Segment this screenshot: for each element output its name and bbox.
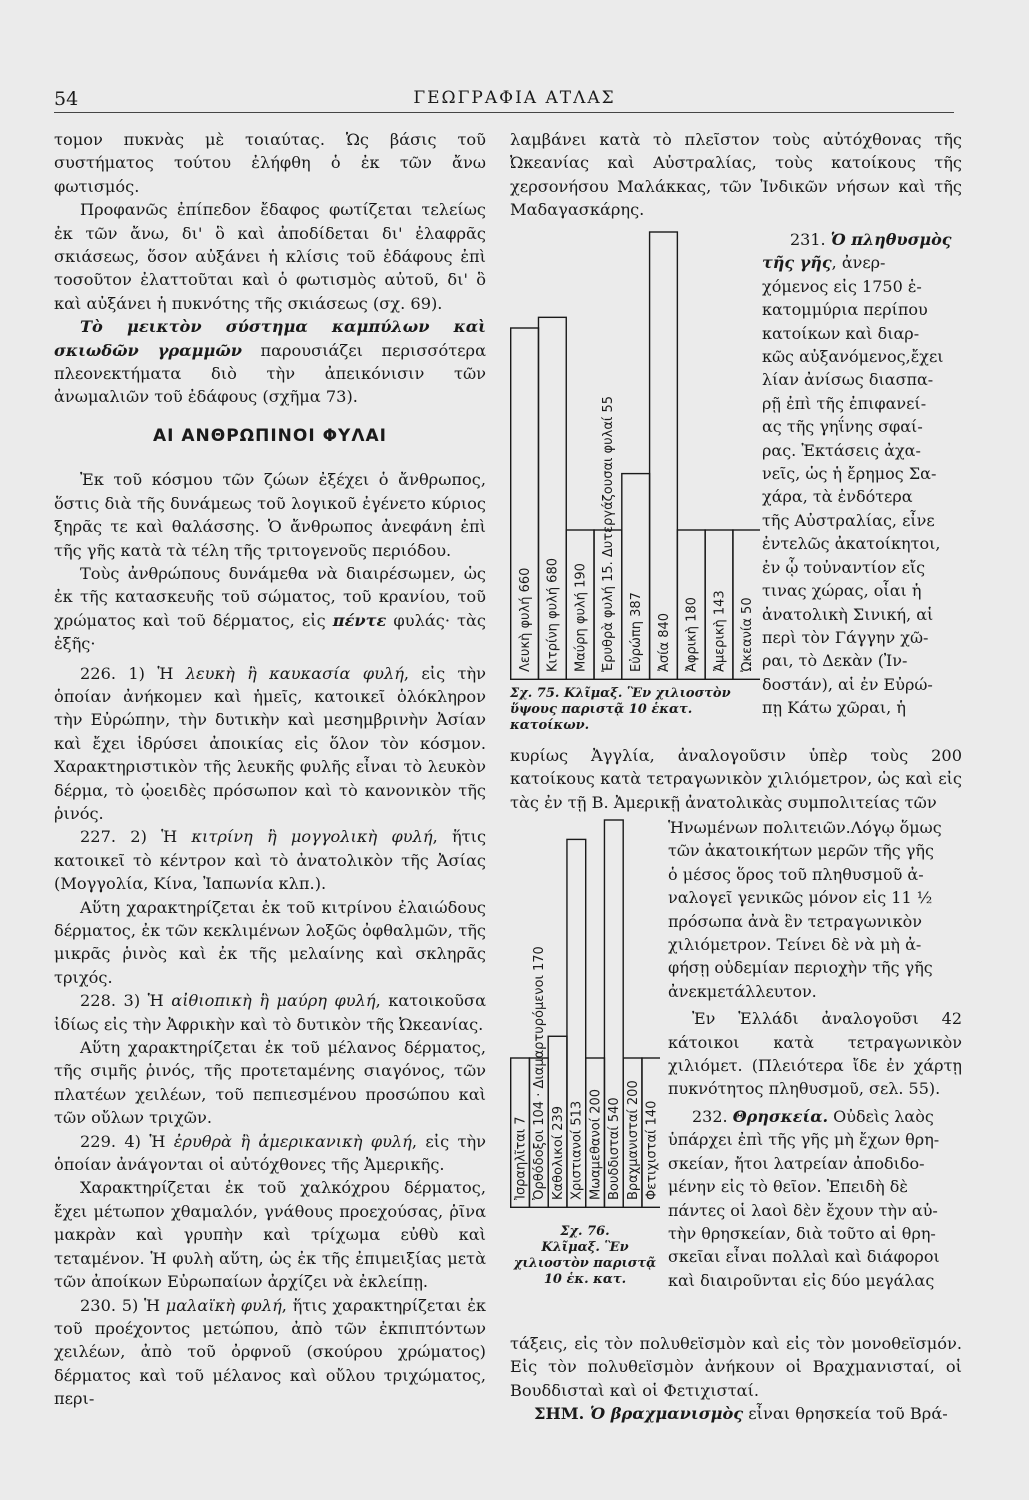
para-227-term: κιτρίνη ἢ μογγολικὴ φυλή bbox=[191, 827, 433, 847]
s231b-line: ἀνεκμετάλλευτον. bbox=[668, 981, 817, 1001]
s231-line: ρας. Ἐκτάσεις ἀχα- bbox=[762, 440, 921, 460]
section-heading: ΑΙ ΑΝΘΡΩΠΙΝΟΙ ΦΥΛΑΙ bbox=[152, 425, 388, 446]
s231-line: χόμενος εἰς 1750 ἑ- bbox=[762, 276, 922, 296]
para-230-rest: , ἥτις χαρακτηρίζεται ἐκ τοῦ προέχοντος μετώπου, ἀπὸ τῶν ἐκπιπτόντων χειλέων, ἀπὸ τοῦ ὀρφνοῦ (σκούρου χρώματος) δέρματος καὶ τοῦ μέλανος καὶ οὔλου τριχώματος, περι- bbox=[54, 1295, 486, 1409]
s231-line-0: , ἀνερ- bbox=[831, 253, 886, 273]
bar-label: Κιτρίνη φυλή 680 bbox=[545, 557, 561, 672]
left-p5a: Τοὺς ἀνθρώπους δυνάμεθα νὰ διαιρέσωμεν, ὡς ἐκ τῆς κατασκευῆς τοῦ σώματος, τοῦ κρανίου, τοῦ χρώματος καὶ τοῦ δέρματος, εἰς bbox=[54, 563, 486, 630]
left-p4 bbox=[54, 468, 486, 562]
note-para bbox=[510, 1402, 962, 1425]
bar-label: Ἀφρικὴ 180 bbox=[684, 597, 700, 672]
s231b-line: ὁ μέσος ὅρος τοῦ πληθυσμοῦ ἀ- bbox=[668, 864, 924, 884]
bar-label: Μαύρη φυλή 190 bbox=[573, 563, 589, 672]
left-p5b: φυλάς· τὰς ἑξῆς· bbox=[54, 610, 486, 654]
bar-label: Ἰσραηλῖται 7 bbox=[513, 1116, 529, 1200]
s232-full bbox=[510, 1332, 962, 1426]
s231-line: ας τῆς γηΐνης σφαί- bbox=[762, 417, 923, 437]
para-227-num: 227. 2) Ἡ bbox=[80, 827, 192, 847]
mixed-system-term: Τὸ μεικτὸν σύστημα καμπύλων καὶ σκιωδῶν γραμμῶν bbox=[54, 317, 486, 360]
s231-line: ἐν ᾧ τοὐναντίον εἴς bbox=[762, 557, 926, 577]
para-229 bbox=[54, 1130, 486, 1177]
five-term: πέντε bbox=[332, 610, 387, 630]
para-230-term: μαλαϊκὴ φυλή bbox=[165, 1295, 282, 1315]
s231-line: κατομμύρια περίπου bbox=[762, 300, 928, 320]
left-p4a: Ἐκ τοῦ κόσμου τῶν ζώων ἐξέχει ὁ ἄνθρωπος, ὅστις διὰ τῆς δυνάμεως τοῦ λογικοῦ ἐγένετο κύριος ξηρᾶς τε καὶ θαλάσσης. bbox=[54, 470, 486, 537]
note-rest: εἶναι θρησκεία τοῦ Βρά- bbox=[743, 1404, 948, 1424]
s231-line: περὶ τὸν Γάγγην χῶ- bbox=[762, 627, 929, 647]
para-226-rest: , εἰς τὴν ὁποίαν ἀνήκομεν καὶ ἡμεῖς, κατοικεῖ ὁλόκληρον τὴν Εὐρώπην, τὴν δυτικὴν καὶ μεσημβρινὴν Ἀσίαν καὶ ἔχει ἱδρύσει ἀποικίας εἰς ὅλον τὸν κόσμον. Χαρακτηριστικὸν τῆς λευκῆς φυλῆς εἶναι τὸ λευκὸν δέρμα, τὸ ᾠοειδὲς πρόσωπον καὶ τὸ κανονικὸν τῆς ῥινός. bbox=[54, 663, 487, 823]
left-p2: Προφανῶς ἐπίπεδον ἔδαφος φωτίζεται τελείως ἐκ τῶν ἄνω, δι' ὃ καὶ ἀποδίδεται δι' ἐλαφρᾶς σκιάσεως, ὅσον αὐξάνει ἡ κλίσις τοῦ ἐδάφους ἐπὶ τοσοῦτον ἐλαττοῦται καὶ ὁ φωτισμὸς αὐτοῦ, δι' ὃ καὶ αὐξάνει ἡ πυκνότης τῆς σκιάσεως (σχ. 69). bbox=[54, 200, 486, 313]
s231b-line: φήσῃ οὐδεμίαν περιοχὴν τῆς γῆς bbox=[668, 958, 933, 978]
s232-line: μένην εἰς τὸ θεῖον. Ἐπειδὴ δὲ bbox=[668, 1177, 908, 1197]
s232-line: πάντες οἱ λαοὶ δὲν ἔχουν τὴν αὐ- bbox=[668, 1200, 938, 1220]
bar-label: Βραχμανισταί 200 bbox=[625, 1080, 641, 1200]
left-p5 bbox=[54, 562, 486, 656]
para-226 bbox=[54, 662, 486, 826]
s232-num: 232. bbox=[692, 1106, 733, 1126]
para-229-num: 229. 4) Ἡ bbox=[80, 1131, 174, 1151]
s231-block bbox=[762, 228, 962, 720]
fig75-title: Κλῖμαξ. Ἓν χιλιοστὸν ὕψους παριστᾷ 10 ἑκατ. κατοίκων. bbox=[510, 686, 731, 733]
s231b-line: τῶν ἀκατοικήτων μερῶν τῆς γῆς bbox=[668, 841, 934, 861]
s231-line: τῆς Αὐστραλίας, εἶνε bbox=[762, 510, 935, 530]
para-226-num: 226. 1) Ἡ bbox=[80, 663, 186, 683]
s231-line: τινας χώρας, οἷαι ἡ bbox=[762, 581, 922, 601]
para-230-num: 230. 5) Ἡ bbox=[80, 1295, 166, 1315]
s231-line: ραι, τὸ Δεκὰν (Ἰν- bbox=[762, 651, 908, 671]
para-229-rest: , εἰς τὴν ὁποίαν ἀνάγονται οἱ αὐτόχθονες τῆς Ἀμερικῆς. bbox=[54, 1131, 487, 1175]
left-p10: Αὕτη χαρακτηρίζεται ἐκ τοῦ μέλανος δέρματος, τῆς σιμῆς ῥινός, τῆς προτεταμένης σιαγόνος, τῶν πλατέων χειλέων, τοῦ πεπιεσμένου προσώπου καὶ τῶν οὔλων τριχῶν. bbox=[54, 1038, 486, 1128]
left-p4b: Ὁ ἄνθρωπος ἀνεφάνη ἐπὶ τῆς γῆς κατὰ τὰ τέλη τῆς τριτογενοῦς περιόδου. bbox=[54, 517, 487, 560]
running-head: ΓΕΩΓΡΑΦΙΑ ΑΤΛΑΣ bbox=[413, 88, 616, 108]
s231-line: ἀνατολικὴ Σινική, αἱ bbox=[762, 604, 934, 624]
bar-label: Ἀσία 840 bbox=[656, 612, 672, 672]
bar-label: Ἐρυθρὰ φυλή 15. Δυτεργάζουσαι φυλαί 55 bbox=[601, 396, 617, 672]
s232-line-0: Οὐδεὶς λαὸς bbox=[828, 1106, 934, 1126]
s231-line: δοστάν), αἱ ἐν Εὐρώ- bbox=[762, 674, 933, 694]
s231-full bbox=[510, 744, 962, 814]
s232-line: σκείαν, ἤτοι λατρείαν ἀποδιδο- bbox=[668, 1153, 925, 1173]
fig76-title: Κλῖμαξ. Ἓν χιλιοστὸν παριστᾷ 10 ἑκ. κατ. bbox=[513, 1240, 657, 1287]
s232-line: ὑπάρχει ἐπὶ τῆς γῆς μὴ ἔχων θρη- bbox=[668, 1130, 940, 1150]
s232-line: τὴν θρησκείαν, διὰ τοῦτο αἱ θρη- bbox=[668, 1223, 936, 1243]
para-228-rest: , κατοικοῦσα ἰδίως εἰς τὴν Ἀφρικὴν καὶ τὸ δυτικὸν τῆς Ὠκεανίας. bbox=[54, 991, 487, 1034]
s231-line: πῃ Κάτω χῶραι, ἡ bbox=[762, 698, 906, 718]
note-label: ΣΗΜ. bbox=[534, 1404, 590, 1424]
s232-first bbox=[668, 1105, 962, 1128]
s231-line: κῶς αὐξανόμενος,ἔχει bbox=[762, 347, 944, 367]
s231-line: κατοίκων καὶ διαρ- bbox=[762, 323, 920, 343]
para-228-num: 228. 3) Ἡ bbox=[80, 991, 172, 1011]
para-228-term: αἰθιοπικὴ ἢ μαύρη φυλή bbox=[171, 991, 376, 1011]
bar-label: Βουδδισταί 540 bbox=[607, 1097, 623, 1200]
fig76-label: Σχ. 76. bbox=[560, 1224, 610, 1239]
bar-label: Λευκὴ φυλή 660 bbox=[517, 567, 533, 672]
s231-full-text: κυρίως Ἀγγλία, ἀναλογοῦσιν ὑπὲρ τοὺς 200 κατοίκους κατὰ τετραγωνικὸν χιλιόμετρον, ὡς καὶ εἰς τὰς ἐν τῇ Β. Ἀμερικῇ ἀνατολικὰς συμπολιτείας τῶν bbox=[510, 746, 962, 812]
s232-line: καὶ διαιροῦνται εἰς δύο μεγάλας bbox=[668, 1270, 935, 1290]
s231-block2 bbox=[668, 816, 962, 1292]
bar-label: Ὀρθόδοξοι 104 · Διαμαρτυρόμενοι 170 bbox=[532, 946, 548, 1200]
fig75-caption bbox=[510, 686, 760, 734]
fig75-label: Σχ. 75. bbox=[510, 686, 560, 701]
para-226-term: λευκὴ ἢ καυκασία φυλή bbox=[185, 663, 404, 683]
para-230 bbox=[54, 1294, 486, 1411]
left-p12: Χαρακτηρίζεται ἐκ τοῦ χαλκόχρου δέρματος, ἔχει μέτωπον χθαμαλόν, γνάθους προεχούσας, ῥῖνα μακρὰν καὶ γρυπὴν καὶ τρίχωμα εὐθὺ καὶ τεταμένον. Ἡ φυλὴ αὕτη, ὡς ἐκ τῆς ἐπιμειξίας μετὰ τῶν ἀποίκων Εὐρωπαίων ἀρχίζει νὰ ἐκλείπῃ. bbox=[54, 1178, 486, 1292]
para-227-rest: , ἥτις κατοικεῖ τὸ κέντρον καὶ τὸ ἀνατολικὸν τῆς Ἀσίας (Μογγολία, Κίνα, Ἰαπωνία κλπ.). bbox=[54, 827, 487, 894]
fig76-caption bbox=[510, 1224, 660, 1288]
chart-religions bbox=[510, 816, 660, 1208]
population-term: Ὁ πληθυσμὸς τῆς γῆς bbox=[762, 230, 952, 273]
bar-label: Μωαμεθανοί 200 bbox=[588, 1088, 604, 1200]
page-number: 54 bbox=[54, 88, 79, 110]
bar bbox=[650, 232, 678, 679]
s231-line: νεῖς, ὡς ἡ ἔρημος Σα- bbox=[762, 464, 937, 484]
s231b-line: πρόσωπα ἀνὰ ἓν τετραγωνικὸν bbox=[668, 911, 922, 931]
s231-line: λίαν ἀνίσως διασπα- bbox=[762, 370, 934, 390]
s232-line: σκεῖαι εἶναι πολλαὶ καὶ διάφοροι bbox=[668, 1247, 940, 1267]
para-228 bbox=[54, 989, 486, 1036]
s231-num: 231. bbox=[790, 230, 831, 249]
left-p3 bbox=[54, 315, 486, 409]
left-p8: Αὕτη χαρακτηρίζεται ἐκ τοῦ κιτρίνου ἐλαιώδους δέρματος, ἐκ τῶν κεκλιμένων λοξῶς ὀφθαλμῶν, τῆς μικρᾶς ῥινὸς καὶ ἐκ τῆς μελαίνης καὶ σκληρᾶς τριχός. bbox=[54, 897, 486, 987]
s231-first bbox=[762, 228, 962, 275]
bar-label: Ὠκεανία 50 bbox=[740, 597, 756, 672]
left-p3-rest: παρουσιάζει περισσότερα πλεονεκτήματα διὸ τὴν ἀπεικόνισιν τῶν ἀνωμαλιῶν τοῦ ἐδάφους (σχῆμα 73). bbox=[54, 340, 486, 407]
left-column bbox=[54, 128, 486, 1411]
para-229-term: ἐρυθρὰ ἢ ἀμερικανικὴ φυλή bbox=[173, 1131, 412, 1151]
bar-label: Εὐρώπη 387 bbox=[629, 592, 644, 672]
left-p1: τομον πυκνὰς μὲ τοιαύτας. Ὡς βάσις τοῦ συστήματος τούτου ἐλήφθη ὁ ἐκ τῶν ἄνω φωτισμός. bbox=[54, 130, 486, 196]
s231b-line: χιλιόμετρον. Τείνει δὲ νὰ μὴ ἀ- bbox=[668, 935, 922, 955]
s232-full-text: τάξεις, εἰς τὸν πολυθεϊσμὸν καὶ εἰς τὸν μονοθεϊσμόν. Εἰς τὸν πολυθεϊσμὸν ἀνήκουν οἱ Βραχμανισταί, οἱ Βουδδισταὶ καὶ οἱ Φετιχισταί. bbox=[510, 1334, 962, 1400]
s231b-line: ναλογεῖ γενικῶς μόνον εἰς 11 ½ bbox=[668, 888, 933, 908]
bar-label: Καθολικοί 239 bbox=[550, 1105, 566, 1200]
greece-para: Ἐν Ἑλλάδι ἀναλογοῦσι 42 κάτοικοι κατὰ τετραγωνικὸν χιλιόμετ. (Πλειότερα ἴδε ἐν χάρτῃ πυκνότητος πληθυσμοῦ, σελ. 55). bbox=[668, 1009, 962, 1099]
s231-line: ἐντελῶς ἀκατοίκητοι, bbox=[762, 534, 941, 554]
bar-label: Φετιχισταί 140 bbox=[644, 1100, 660, 1200]
chart-races-continents bbox=[510, 228, 760, 680]
para-227 bbox=[54, 825, 486, 895]
bar-label: Χριστιανοί 513 bbox=[569, 1100, 585, 1200]
brahmanism-term: Ὁ βραχμανισμὸς bbox=[589, 1404, 744, 1424]
s231-line: ρῇ ἐπὶ τῆς ἐπιφανεί- bbox=[762, 393, 927, 413]
s231b-line: Ἡνωμένων πολιτειῶν.Λόγῳ ὅμως bbox=[668, 818, 942, 837]
right-top bbox=[510, 128, 962, 222]
s231-line: χάρα, τὰ ἐνδότερα bbox=[762, 487, 913, 507]
religion-term: Θρησκεία. bbox=[732, 1106, 829, 1126]
right-p1: λαμβάνει κατὰ τὸ πλεῖστον τοὺς αὐτόχθονας τῆς Ὠκεανίας καὶ Αὐστραλίας, τοὺς κατοίκους τῆς χερσονήσου Μαλάκκας, τῶν Ἰνδικῶν νήσων καὶ τῆς Μαδαγασκάρης. bbox=[510, 130, 962, 220]
bar-label: Ἀμερικὴ 143 bbox=[712, 590, 728, 672]
header-rule bbox=[54, 112, 954, 113]
